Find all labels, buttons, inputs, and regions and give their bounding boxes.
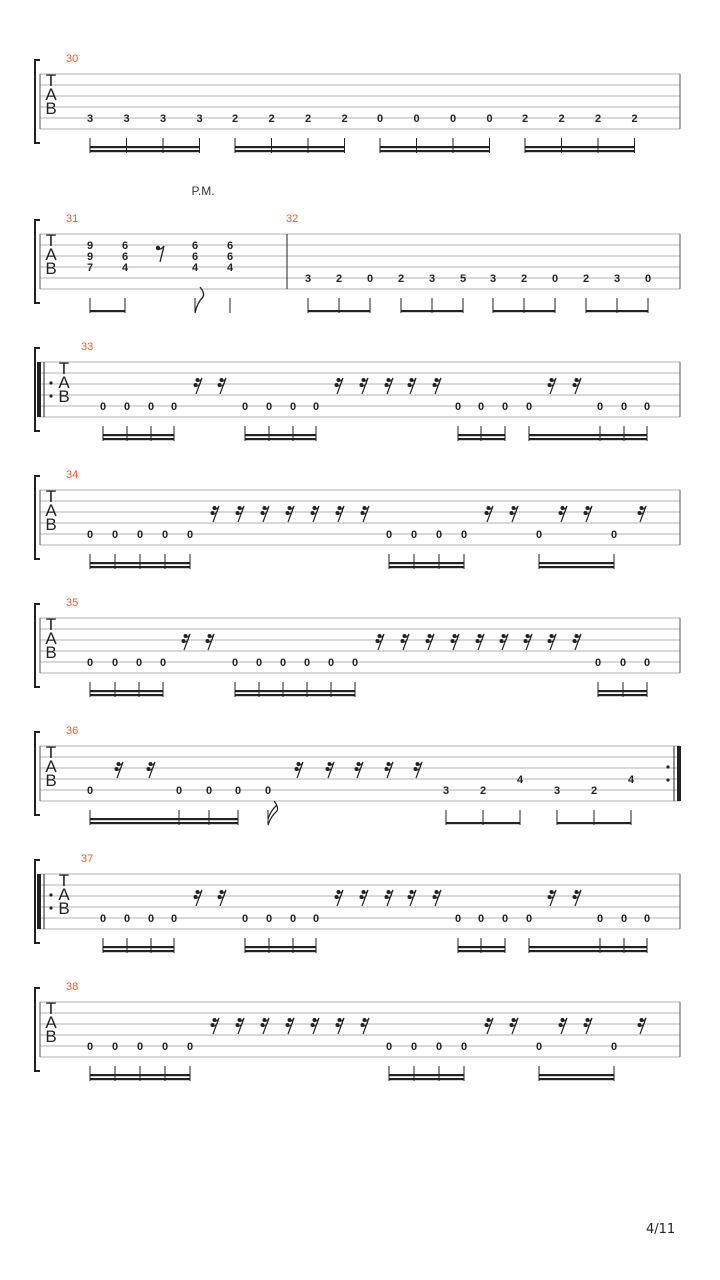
tab-clef-letter: T [45, 231, 57, 250]
beam [446, 822, 520, 824]
fret-number: 0 [279, 657, 287, 669]
note-flag [195, 287, 204, 313]
fret-number: 2 [479, 785, 487, 797]
beam-secondary [529, 946, 647, 948]
sixteenth-rest [182, 634, 191, 650]
fret-number: 0 [159, 657, 167, 669]
fret-number: 0 [610, 529, 618, 541]
fret-number: 0 [255, 657, 263, 669]
fret-number: 0 [312, 913, 320, 925]
sixteenth-rest [311, 1018, 320, 1034]
tab-clef-letter: B [45, 1027, 57, 1046]
beam [90, 822, 238, 824]
sixteenth-rest [408, 890, 417, 906]
fret-number: 0 [289, 913, 297, 925]
fret-number: 2 [594, 113, 602, 125]
sixteenth-rest [335, 890, 344, 906]
fret-number: 0 [265, 401, 273, 413]
fret-number: 6 [121, 240, 129, 252]
sixteenth-rest [584, 506, 593, 522]
fret-number: 0 [136, 529, 144, 541]
fret-number: 9 [86, 240, 94, 252]
fret-number: 0 [86, 657, 94, 669]
sixteenth-rest [485, 506, 494, 522]
tab-clef-letter: T [58, 359, 70, 378]
fret-number: 0 [619, 657, 627, 669]
repeat-dot [666, 778, 669, 781]
repeat-dot [49, 893, 52, 896]
fret-number: 2 [590, 785, 598, 797]
system-bracket [35, 476, 40, 559]
beam-secondary [525, 146, 635, 148]
repeat-end-thick-bar [677, 746, 681, 801]
sixteenth-rest [451, 634, 460, 650]
beam [90, 694, 163, 696]
fret-number: 0 [99, 913, 107, 925]
sixteenth-rest [385, 890, 394, 906]
system-bracket [35, 60, 40, 143]
fret-number: 2 [231, 113, 239, 125]
sixteenth-rest [236, 506, 245, 522]
fret-number: 2 [582, 273, 590, 285]
beam-secondary [90, 562, 190, 564]
tab-clef-letter: T [45, 71, 57, 90]
measure-number: 36 [66, 725, 79, 737]
fret-number: 0 [366, 273, 374, 285]
beam [598, 694, 647, 696]
sixteenth-rest [335, 378, 344, 394]
beam [458, 438, 505, 440]
sixteenth-rest [336, 506, 345, 522]
fret-number: 0 [501, 913, 509, 925]
tab-clef-letter: B [45, 771, 57, 790]
fret-number: 0 [123, 401, 131, 413]
sixteenth-rest [385, 762, 394, 778]
fret-number: 0 [644, 273, 652, 285]
fret-number: 0 [525, 401, 533, 413]
fret-number: 0 [410, 1041, 418, 1053]
repeat-start-thick-bar [37, 362, 41, 417]
tab-clef-letter: T [58, 871, 70, 890]
fret-number: 0 [99, 401, 107, 413]
repeat-dot [49, 394, 52, 397]
beam [380, 150, 490, 152]
measure-number: 30 [66, 53, 79, 65]
fret-number: 3 [613, 273, 621, 285]
fret-number: 3 [196, 113, 203, 125]
sixteenth-rest [524, 634, 533, 650]
beam-secondary [245, 946, 316, 948]
tab-clef-letter: T [45, 743, 57, 762]
tab-clef-letter: B [45, 259, 57, 278]
fret-number: 2 [341, 113, 348, 125]
fret-number: 3 [123, 113, 130, 125]
beam-secondary [598, 690, 647, 692]
sixteenth-rest [194, 378, 203, 394]
sixteenth-rest [355, 762, 364, 778]
system-bracket [35, 732, 40, 815]
fret-number: 4 [121, 262, 129, 274]
sixteenth-rest [361, 506, 370, 522]
fret-number: 0 [111, 529, 119, 541]
fret-number: 0 [551, 273, 559, 285]
fret-number: 0 [264, 785, 272, 797]
sixteenth-rest [548, 634, 557, 650]
beam [103, 950, 174, 952]
measure-number: 38 [66, 981, 79, 993]
fret-number: 3 [159, 113, 167, 125]
fret-number: 0 [620, 913, 628, 925]
repeat-dot [666, 765, 669, 768]
beam-secondary [389, 1074, 464, 1076]
page-number: 4/11 [646, 1222, 676, 1237]
fret-number: 4 [191, 262, 199, 274]
beam-secondary [90, 818, 238, 820]
tab-clef-letter: A [45, 501, 57, 520]
fret-number: 0 [147, 913, 155, 925]
beam-secondary [458, 946, 505, 948]
fret-number: 6 [226, 240, 234, 252]
tab-clef-letter: A [45, 757, 57, 776]
sixteenth-rest [485, 1018, 494, 1034]
fret-number: 0 [136, 1041, 144, 1053]
fret-number: 0 [410, 529, 418, 541]
beam [90, 1078, 190, 1080]
beam [458, 950, 505, 952]
beam [308, 310, 370, 312]
beam [389, 566, 464, 568]
beam [235, 694, 355, 696]
fret-number: 0 [454, 401, 462, 413]
beam [245, 438, 316, 440]
sixteenth-rest [360, 890, 369, 906]
fret-number: 0 [170, 401, 178, 413]
sixteenth-rest [236, 1018, 245, 1034]
tab-clef-letter: B [58, 899, 70, 918]
fret-number: 0 [147, 401, 155, 413]
sixteenth-rest [548, 890, 557, 906]
sixteenth-rest [326, 762, 335, 778]
fret-number: 0 [86, 785, 94, 797]
sixteenth-rest [286, 506, 295, 522]
tab-clef-letter: T [45, 615, 57, 634]
sixteenth-rest [401, 634, 410, 650]
fret-number: 0 [312, 401, 320, 413]
sixteenth-rest [211, 1018, 220, 1034]
sixteenth-rest [476, 634, 485, 650]
beam-secondary [380, 146, 490, 148]
fret-number: 0 [161, 529, 169, 541]
fret-number: 2 [631, 113, 638, 125]
fret-number: 0 [477, 913, 485, 925]
tab-clef-letter: B [58, 387, 70, 406]
fret-number: 0 [596, 401, 604, 413]
fret-number: 2 [335, 273, 343, 285]
sixteenth-rest [360, 378, 369, 394]
sixteenth-rest [433, 890, 442, 906]
fret-number: 3 [442, 785, 450, 797]
palm-mute-label: P.M. [191, 184, 215, 198]
tab-clef-letter: T [45, 487, 57, 506]
system-bracket [35, 988, 40, 1071]
fret-number: 0 [643, 657, 651, 669]
fret-number: 0 [86, 529, 94, 541]
measure-number: 32 [286, 213, 299, 225]
repeat-start-thick-bar [37, 874, 41, 929]
fret-number: 2 [304, 113, 312, 125]
fret-number: 4 [627, 774, 635, 786]
fret-number: 0 [289, 401, 297, 413]
beam-secondary [458, 434, 505, 436]
system-bracket [35, 220, 40, 303]
beam-secondary [103, 946, 174, 948]
fret-number: 0 [135, 657, 143, 669]
sixteenth-rest [218, 378, 227, 394]
sixteenth-rest [573, 634, 582, 650]
fret-number: 0 [241, 401, 249, 413]
sixteenth-rest [361, 1018, 370, 1034]
fret-number: 0 [351, 657, 359, 669]
tab-clef-letter: A [58, 373, 70, 392]
fret-number: 6 [191, 251, 199, 263]
tab-clef-letter: A [45, 85, 57, 104]
fret-number: 5 [459, 273, 467, 285]
fret-number: 0 [460, 529, 468, 541]
fret-number: 0 [525, 913, 533, 925]
sixteenth-rest [500, 634, 509, 650]
sixteenth-rest [573, 890, 582, 906]
fret-number: 3 [428, 273, 436, 285]
sixteenth-rest [194, 890, 203, 906]
fret-number: 0 [535, 1041, 543, 1053]
sixteenth-rest [261, 506, 270, 522]
sixteenth-rest [147, 762, 156, 778]
beam-secondary [539, 562, 614, 564]
sixteenth-rest [376, 634, 385, 650]
system-bracket [35, 604, 40, 687]
fret-number: 9 [86, 251, 94, 263]
measure-number: 34 [66, 469, 79, 481]
fret-number: 0 [231, 657, 239, 669]
fret-number: 0 [535, 529, 543, 541]
repeat-dot [49, 906, 52, 909]
fret-number: 0 [596, 913, 604, 925]
sixteenth-rest [336, 1018, 345, 1034]
measure-number: 33 [81, 341, 94, 353]
tab-clef-letter: B [45, 99, 57, 118]
eighth-rest [156, 246, 164, 262]
sixteenth-rest [115, 762, 124, 778]
sixteenth-rest [510, 506, 519, 522]
beam [389, 1078, 464, 1080]
fret-number: 2 [397, 273, 405, 285]
beam-secondary [103, 434, 174, 436]
sixteenth-rest [408, 378, 417, 394]
sixteenth-rest [548, 378, 557, 394]
beam-secondary [539, 1074, 614, 1076]
fret-number: 0 [186, 1041, 194, 1053]
sixteenth-rest [510, 1018, 519, 1034]
fret-number: 0 [643, 401, 651, 413]
tab-clef-letter: A [45, 1013, 57, 1032]
beam-secondary [90, 146, 200, 148]
fret-number: 3 [553, 785, 561, 797]
fret-number: 3 [86, 113, 94, 125]
sixteenth-rest [385, 378, 394, 394]
beam [557, 822, 631, 824]
beam [90, 566, 190, 568]
sixteenth-rest [433, 378, 442, 394]
beam-secondary [235, 690, 355, 692]
sixteenth-rest [584, 1018, 593, 1034]
fret-number: 0 [460, 1041, 468, 1053]
fret-number: 0 [86, 1041, 94, 1053]
measure-number: 37 [81, 853, 94, 865]
note-flag [268, 801, 278, 825]
fret-number: 0 [241, 913, 249, 925]
fret-number: 4 [226, 262, 234, 274]
beam [235, 150, 345, 152]
fret-number: 0 [501, 401, 509, 413]
fret-number: 0 [435, 529, 443, 541]
fret-number: 0 [435, 1041, 443, 1053]
beam [90, 150, 200, 152]
fret-number: 0 [376, 113, 384, 125]
fret-number: 0 [186, 529, 194, 541]
fret-number: 0 [123, 913, 131, 925]
beam [529, 950, 647, 952]
fret-number: 2 [558, 113, 565, 125]
fret-number: 0 [610, 1041, 618, 1053]
sixteenth-rest [638, 1018, 647, 1034]
sixteenth-rest [426, 634, 435, 650]
fret-number: 0 [111, 657, 119, 669]
fret-number: 0 [175, 785, 183, 797]
beam [539, 566, 614, 568]
fret-number: 6 [226, 251, 234, 263]
fret-number: 0 [265, 913, 273, 925]
beam-secondary [245, 434, 316, 436]
fret-number: 6 [121, 251, 129, 263]
tab-clef-letter: A [45, 245, 57, 264]
measure-number: 35 [66, 597, 79, 609]
tab-clef-letter: A [45, 629, 57, 648]
fret-number: 0 [385, 1041, 393, 1053]
beam-secondary [529, 434, 647, 436]
fret-number: 0 [454, 913, 462, 925]
sixteenth-rest [211, 506, 220, 522]
sixteenth-rest [206, 634, 215, 650]
beam-secondary [90, 1074, 190, 1076]
fret-number: 2 [268, 113, 275, 125]
sixteenth-rest [414, 762, 423, 778]
sixteenth-rest [573, 378, 582, 394]
beam [586, 310, 648, 312]
fret-number: 0 [205, 785, 213, 797]
fret-number: 6 [191, 240, 199, 252]
beam-secondary [389, 562, 464, 564]
tab-clef-letter: T [45, 999, 57, 1018]
beam [529, 438, 647, 440]
beam [525, 150, 635, 152]
fret-number: 2 [520, 273, 528, 285]
beam [539, 1078, 614, 1080]
sixteenth-rest [311, 506, 320, 522]
fret-number: 3 [489, 273, 497, 285]
fret-number: 0 [161, 1041, 169, 1053]
measure-number: 31 [66, 213, 79, 225]
tab-clef-letter: B [45, 515, 57, 534]
fret-number: 4 [516, 774, 524, 786]
fret-number: 0 [170, 913, 178, 925]
fret-number: 0 [413, 113, 420, 125]
beam-secondary [235, 146, 345, 148]
fret-number: 7 [86, 262, 94, 274]
beam-secondary [90, 690, 163, 692]
beam [103, 438, 174, 440]
fret-number: 2 [521, 113, 529, 125]
repeat-dot [49, 381, 52, 384]
fret-number: 0 [234, 785, 242, 797]
fret-number: 0 [477, 401, 485, 413]
fret-number: 0 [620, 401, 628, 413]
fret-number: 0 [111, 1041, 119, 1053]
fret-number: 0 [594, 657, 602, 669]
sixteenth-rest [559, 1018, 568, 1034]
fret-number: 0 [486, 113, 493, 125]
beam [401, 310, 463, 312]
beam [90, 310, 125, 312]
fret-number: 3 [304, 273, 312, 285]
fret-number: 0 [303, 657, 311, 669]
sixteenth-rest [638, 506, 647, 522]
fret-number: 0 [643, 913, 651, 925]
sixteenth-rest [295, 762, 304, 778]
sixteenth-rest [286, 1018, 295, 1034]
sixteenth-rest [261, 1018, 270, 1034]
sixteenth-rest [218, 890, 227, 906]
tab-clef-letter: B [45, 643, 57, 662]
beam [245, 950, 316, 952]
beam [493, 310, 555, 312]
fret-number: 0 [327, 657, 335, 669]
fret-number: 0 [385, 529, 393, 541]
fret-number: 0 [449, 113, 457, 125]
sixteenth-rest [559, 506, 568, 522]
tab-clef-letter: A [58, 885, 70, 904]
